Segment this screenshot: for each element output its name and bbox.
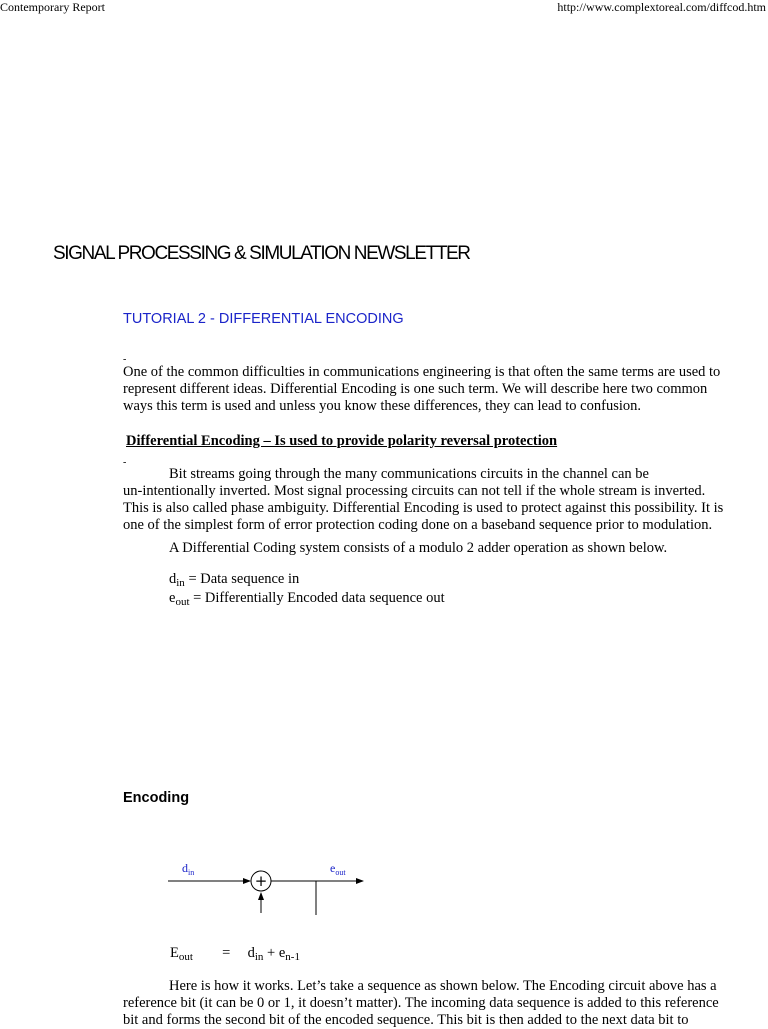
system-description: A Differential Coding system consists of a modulo 2 adder operation as shown below.: [169, 540, 668, 556]
encoder-diagram: [160, 855, 380, 925]
polarity-line-3: This is also called phase ambiguity. Differential Encoding is used to protect against this possibility. It is: [123, 500, 724, 516]
eq-lhs-subscript: out: [178, 951, 193, 963]
diagram-din-label: $d_{in}$: [182, 861, 195, 877]
eq-plus: +: [267, 945, 276, 961]
how-line-1: Here is how it works. Let’s take a sequence as shown below. The Encoding circuit above has a: [169, 978, 717, 994]
eq-term1: d: [247, 945, 255, 961]
intro-mark: -: [123, 354, 127, 365]
din-subscript: in: [176, 577, 185, 589]
intro-line-1: One of the common difficulties in communications engineering is that often the same terms are used to: [123, 364, 721, 380]
polarity-line-4: one of the simplest form of error protection coding done on a baseband sequence prior to modulation.: [123, 517, 713, 533]
eq-term2-subscript: n-1: [285, 951, 300, 963]
intro-line-2: represent different ideas. Differential Encoding is one such term. We will describe here two common: [123, 381, 708, 397]
eout-definition: = Differentially Encoded data sequence out: [189, 590, 445, 606]
din-definition: = Data sequence in: [184, 571, 300, 587]
definition-din: [169, 571, 299, 588]
how-line-3: bit and forms the second bit of the encoded sequence. This bit is then added to the next data bit to: [123, 1012, 689, 1028]
encoding-equation: [170, 945, 300, 962]
eq-lhs: E: [170, 945, 179, 961]
intro-paragraph: [123, 364, 720, 415]
polarity-line-1: Bit streams going through the many communications circuits in the channel can be: [169, 466, 649, 482]
eout-symbol: e: [169, 590, 176, 606]
eq-term1-subscript: in: [254, 951, 264, 963]
section-heading: Differential Encoding – Is used to provide polarity reversal protection: [126, 433, 558, 449]
eout-subscript: out: [175, 596, 190, 608]
definition-eout: [169, 590, 445, 607]
adder-plus-symbol: +: [254, 872, 268, 890]
tutorial-title: TUTORIAL 2 - DIFFERENTIAL ENCODING: [123, 311, 404, 327]
eq-equals: =: [222, 945, 231, 961]
intro-line-3: ways this term is used and unless you know these differences, they can lead to confusion.: [123, 398, 641, 414]
header-source-title: Contemporary Report: [0, 0, 105, 14]
how-line-2: reference bit (it can be 0 or 1, it doesn’t matter). The incoming data sequence is added to this reference: [123, 995, 719, 1011]
polarity-line-2: un-intentionally inverted. Most signal processing circuits can not tell if the whole stream is inverted.: [123, 483, 706, 499]
newsletter-title: SIGNAL PROCESSING & SIMULATION NEWSLETTER: [53, 243, 470, 264]
encoding-title: Encoding: [123, 790, 190, 806]
din-symbol: d: [169, 571, 177, 587]
eq-term2: e: [278, 945, 286, 961]
header-source-url: http://www.complextoreal.com/diffcod.htm: [557, 0, 766, 14]
polarity-paragraph: [123, 466, 723, 534]
how-it-works-paragraph: [123, 978, 719, 1029]
diagram-eout-label: $e_{out}$: [330, 861, 346, 877]
polarity-mark: -: [123, 457, 127, 468]
